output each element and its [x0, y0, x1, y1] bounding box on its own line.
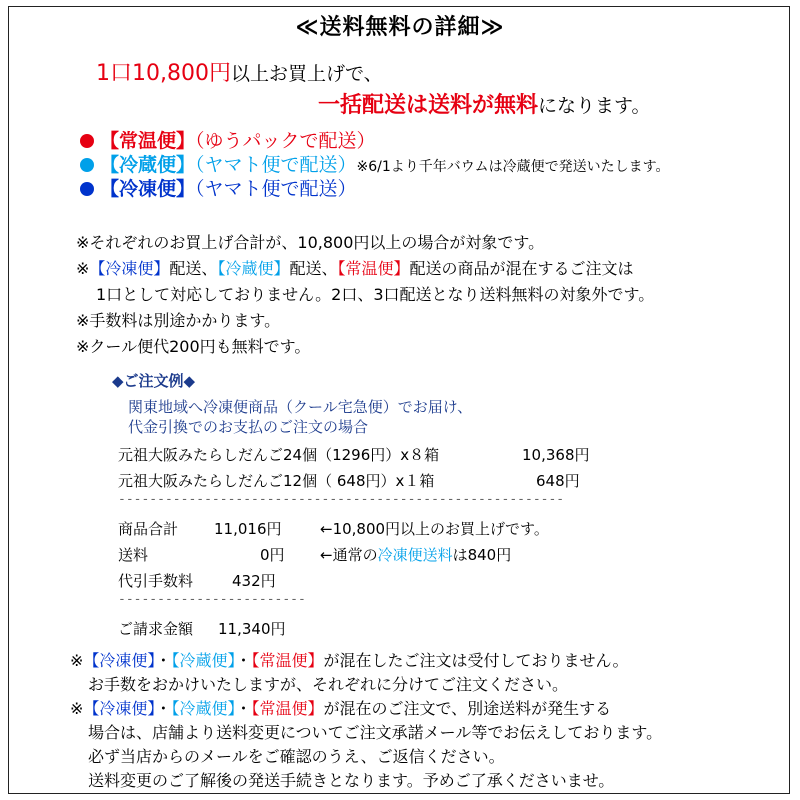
note-1: ※それぞれのお買上げ合計が、10,800円以上の場合が対象です。	[76, 233, 545, 252]
warning-2-normal: 【常温便】	[251, 699, 324, 718]
cyan-dot-icon	[80, 158, 94, 172]
warning-1-frozen: 【冷凍便】	[83, 651, 156, 670]
warning-1-prefix: ※	[70, 651, 84, 670]
intro-line-2-rest: になります。	[538, 95, 651, 117]
note-2-continued: 1口として対応しておりません。2口、3口配送となり送料無料の対象外です。	[96, 285, 655, 304]
example-item-1-price: 10,368円	[522, 446, 590, 464]
warning-2	[70, 696, 611, 719]
warning-1-text: が混在したご注文は受付しておりません。	[323, 651, 629, 670]
note-2-chilled: 【冷蔵便】	[217, 259, 290, 278]
warning-2-frozen: 【冷凍便】	[83, 699, 156, 718]
example-divider-1: ---------------------------------------------------------	[118, 492, 565, 507]
note-2-t2: 配送、	[289, 259, 338, 278]
warning-1	[70, 648, 628, 671]
warning-1-chilled: 【冷蔵便】	[171, 651, 236, 670]
note-2-prefix: ※	[76, 259, 90, 278]
intro-line-1-rest: 以上お買上げで、	[230, 63, 383, 85]
shipping-note-post: は840円	[452, 546, 512, 564]
example-item-1: 元祖大阪みたらしだんご24個（1296円）x８箱	[118, 446, 440, 464]
page-title: ≪送料無料の詳細≫	[295, 15, 505, 40]
total-value: 11,340円	[218, 620, 286, 638]
warning-1-continued: お手数をおかけいたしますが、それぞれに分けてご注文ください。	[88, 675, 569, 694]
red-dot-icon	[80, 134, 94, 148]
shipping-note-link: 冷凍便送料	[377, 546, 453, 564]
intro-line-1	[96, 56, 383, 87]
shipping-value: 0円	[260, 546, 285, 564]
method-chilled-note: ※6/1より千年バウムは冷蔵便で発送いたします。	[356, 159, 670, 175]
example-item-2-price: 648円	[536, 472, 580, 490]
example-desc-1: 関東地域へ冷凍便商品（クール宅急便）でお届け、	[128, 398, 473, 416]
method-normal-carrier: （ゆうパックで配送）	[195, 130, 376, 152]
method-normal	[80, 126, 376, 153]
subtotal-value: 11,016円	[214, 520, 282, 538]
note-2	[76, 256, 634, 279]
warning-2-sep1: ・	[155, 699, 172, 718]
note-3: ※手数料は別途かかります。	[76, 311, 281, 330]
note-2-normal: 【常温便】	[337, 259, 410, 278]
fee-label: 代引手数料	[118, 572, 194, 590]
note-2-frozen: 【冷凍便】	[89, 259, 170, 278]
example-item-2: 元祖大阪みたらしだんご12個（ 648円）x１箱	[118, 472, 435, 490]
shipping-note-pre: ←通常の	[320, 546, 378, 564]
shipping-label: 送料	[118, 546, 149, 564]
method-chilled-name: 【冷蔵便】	[100, 154, 196, 176]
note-2-t1: 配送、	[169, 259, 218, 278]
method-frozen-carrier: （ヤマト便で配送）	[195, 178, 357, 200]
warning-2-line-2: 場合は、店舗より送料変更についてご注文承諾メール等でお伝えしております。	[88, 723, 663, 742]
note-4: ※クール便代200円も無料です。	[76, 337, 311, 356]
warning-1-sep1: ・	[155, 651, 172, 670]
warning-1-sep2: ・	[235, 651, 252, 670]
example-desc-2: 代金引換でのお支払のご注文の場合	[128, 418, 369, 436]
total-label: ご請求金額	[118, 620, 194, 638]
method-normal-name: 【常温便】	[100, 130, 196, 152]
warning-2-line-3: 必ず当店からのメールをご確認のうえ、ご返信ください。	[88, 747, 505, 766]
method-chilled	[80, 150, 670, 177]
intro-line-2	[318, 88, 651, 119]
warning-2-chilled: 【冷蔵便】	[171, 699, 236, 718]
fee-value: 432円	[232, 572, 276, 590]
warning-2-prefix: ※	[70, 699, 84, 718]
method-chilled-carrier: （ヤマト便で配送）	[195, 154, 357, 176]
example-divider-2: ------------------------	[118, 592, 306, 607]
blue-dot-icon	[80, 182, 94, 196]
intro-highlight: 一括配送は送料が無料	[318, 93, 539, 118]
warning-2-line-4: 送料変更のご了解後の発送手続きとなります。予めご了承くださいませ。	[88, 771, 615, 790]
subtotal-label: 商品合計	[118, 520, 179, 538]
example-heading: ◆ご注文例◆	[112, 372, 196, 390]
method-frozen	[80, 174, 357, 201]
method-frozen-name: 【冷凍便】	[100, 178, 196, 200]
note-2-t3: 配送の商品が混在するご注文は	[409, 259, 634, 278]
subtotal-note: ←10,800円以上のお買上げです。	[320, 520, 549, 538]
shipping-note	[320, 544, 511, 565]
warning-2-sep2: ・	[235, 699, 252, 718]
intro-amount: 1口10,800円	[96, 61, 231, 86]
warning-1-normal: 【常温便】	[251, 651, 324, 670]
warning-2-text: が混在のご注文で、別途送料が発生する	[323, 699, 612, 718]
